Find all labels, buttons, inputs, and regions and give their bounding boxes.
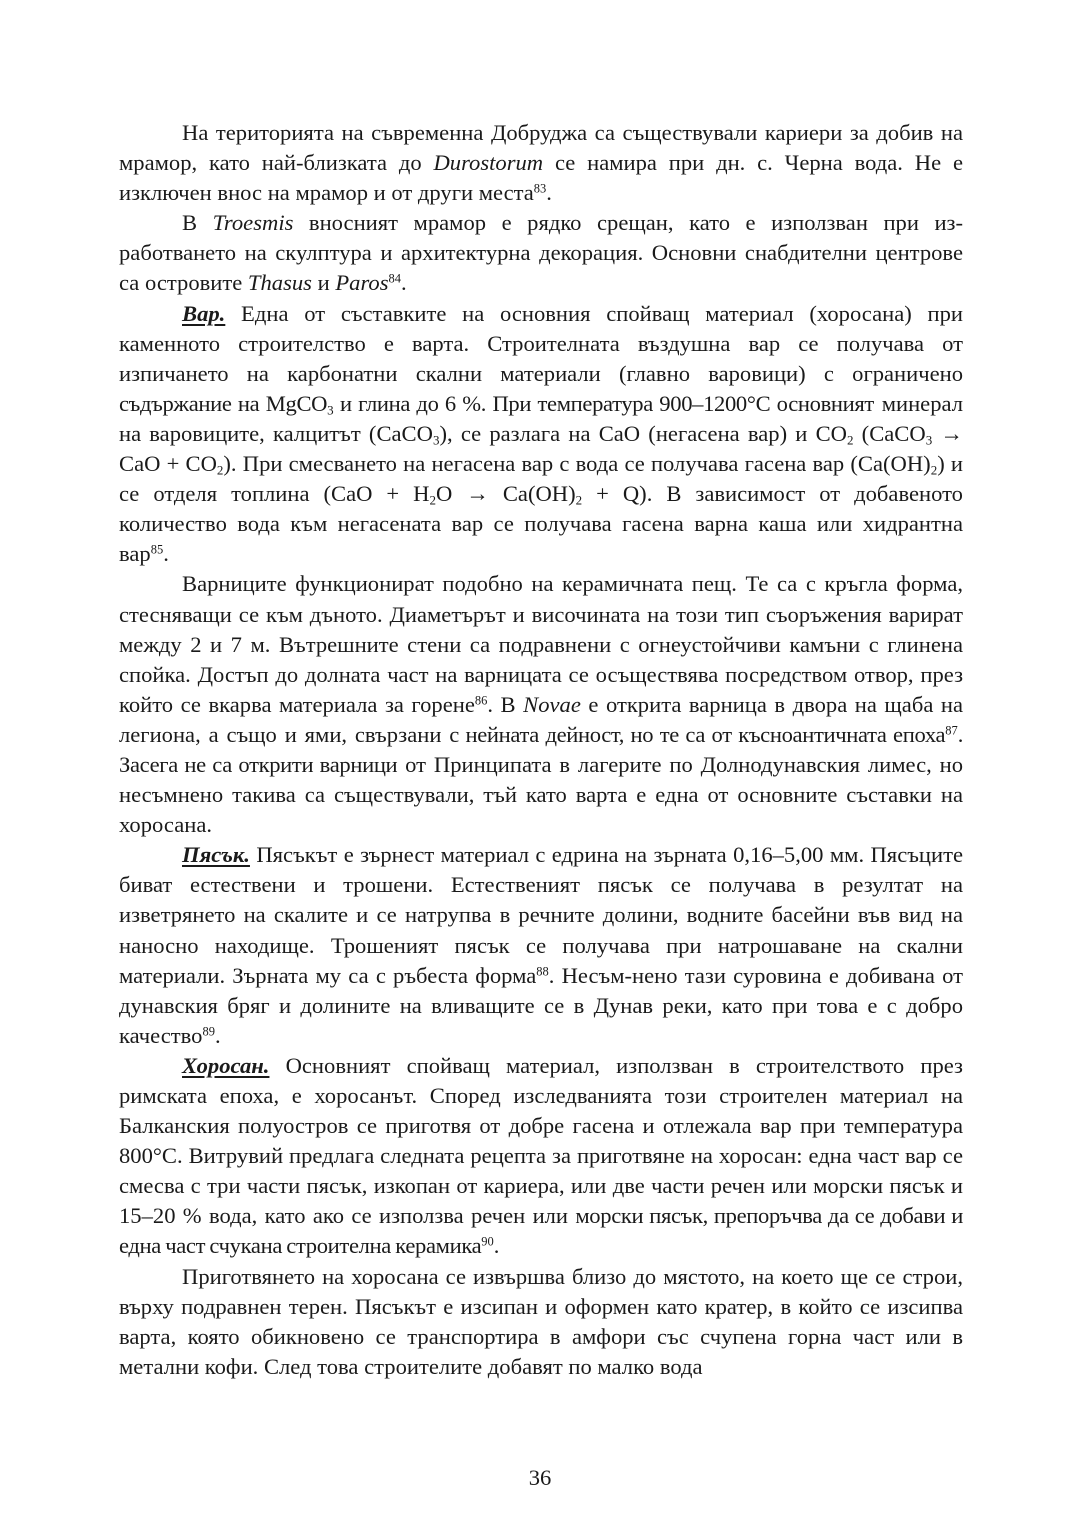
footnote-ref-84[interactable]: 84 <box>388 271 402 286</box>
footnote-ref-86[interactable]: 86 <box>474 693 488 708</box>
paragraph-lime-kilns: Варниците функционират подобно на керамичната пещ. Те са с кръгла форма, стесняващи се към дъното. Диаметърът и височината на този тип съоръжения варират между 2 и 7 м. Вътрешните стени са подравнени с огнеустойчиви камъни с глинена спойка. Достъп до долната част на варницата се осъществява посредством отвор, през който се вкарва материала за горене$^{86}$. В Novae е открита варница в двора на щаба на легиона, а също и ями, свързани с нейната дейност, но те са от късноантичната епоха$^{87}$. Засега не са открити варници от Принципата в лагерите по Долнодунавския лимес, но несъмнено такива са съществували, тъй като варта е една от основните съставки на хоросана. <box>119 571 963 838</box>
paragraph-mortar: Хоросан. Основният спойващ материал, използван в строителството през римската епоха, е хоросанът. Според изследванията този строителен материал на Балканския полуостров се приготвя от добре гасена и отлежала вар при температура 800°C. Витрувий предлага следната рецепта за приготвяне на хоросан: една част вар се смесва с три части пясък, изкопан от кариера, или две части речен или морски пясък и 15–20 % вода, като ако се използва речен или морски пясък, препоръчва да се добави и една част счукана строителна керамика$^{90}$. <box>119 1052 963 1259</box>
footnote-ref-83[interactable]: 83 <box>533 181 547 196</box>
paragraph-lime: Вар. Една от съставките на основния спойващ материал (хоросана) при каменното строителство е варта. Строителната въздушна вар се получава от изпичането на карбонатни скални материали (главно варовици) с ограничено съдържание на MgCO$_3$ и глина до 6 %. При температура 900–1200°C основният минерал на варовиците, калцитът (CaCO$_3$), се разлага на CaO (негасена вар) и $CO_2$ (CaCO$_3$ → CaO + $CO_2$). При смесването на негасена вар с вода се получава гасена вар $(Ca(OH)_2)$ и се отделя топлина $(CaO + H_2O \to Ca(OH)_2 + Q)$. В зависимост от добавеното количество вода към негасената вар се получава гасена варна каша или хидрантна вар$^{85}$. <box>119 300 963 567</box>
page-body <box>119 118 963 1382</box>
section-heading-sand: Пясък. <box>182 842 250 868</box>
section-heading-mortar: Хоросан. <box>182 1052 270 1078</box>
footnote-ref-88[interactable]: 88 <box>536 963 549 978</box>
paragraph-mortar-preparation: Приготвянето на хоросана се извършва близо до мястото, на което ще се строи, върху подравнен терен. Пясъкът е изсипан и оформен като кратер, в който се изсипва варта, която обикновено се транспортира в амфори със счупена горна част или в метални кофи. След това строителите добавят по малко вода <box>119 1263 963 1379</box>
paragraph-troesmis-marble: В Troesmis вносният мрамор е рядко срещан, като е използван при из-работването на скулптура и архитектурна декорация. Основни снабдителни центрове са островите Thasus и Paros$^{84}$. <box>119 210 963 296</box>
paragraph-dobrudzha-marble: На територията на съвременна Добруджа са съществували кариери за добив на мрамор, като най-близката до Durostorum се намира при дн. с. Черна вода. Не е изключен внос на мрамор и от други места$^{83}$. <box>119 120 964 206</box>
footnote-ref-85[interactable]: 85 <box>150 542 164 557</box>
footnote-ref-89[interactable]: 89 <box>202 1024 215 1039</box>
section-heading-lime: Вар. <box>182 300 226 326</box>
footnote-ref-90[interactable]: 90 <box>481 1234 494 1249</box>
footnote-ref-87[interactable]: 87 <box>945 723 958 738</box>
page-number: 36 <box>528 1465 552 1490</box>
paragraph-sand: Пясък. Пясъкът е зърнест материал с едрина на зърната 0,16–5,00 мм. Пясъците биват естествени и трошени. Естественият пясък се получава в резултат на изветрянето на скалите и се натрупва в речните долини, водните басейни във вид на наносно находище. Трошеният пясък се получава при натрошаване на скални материали. Зърната му са с ръбеста форма$^{88}$. Несъм-нено тази суровина е добивана от дунавския бряг и долините на вливащите се в Дунав реки, като при това е с добро качество$^{89}$. <box>119 842 963 1048</box>
